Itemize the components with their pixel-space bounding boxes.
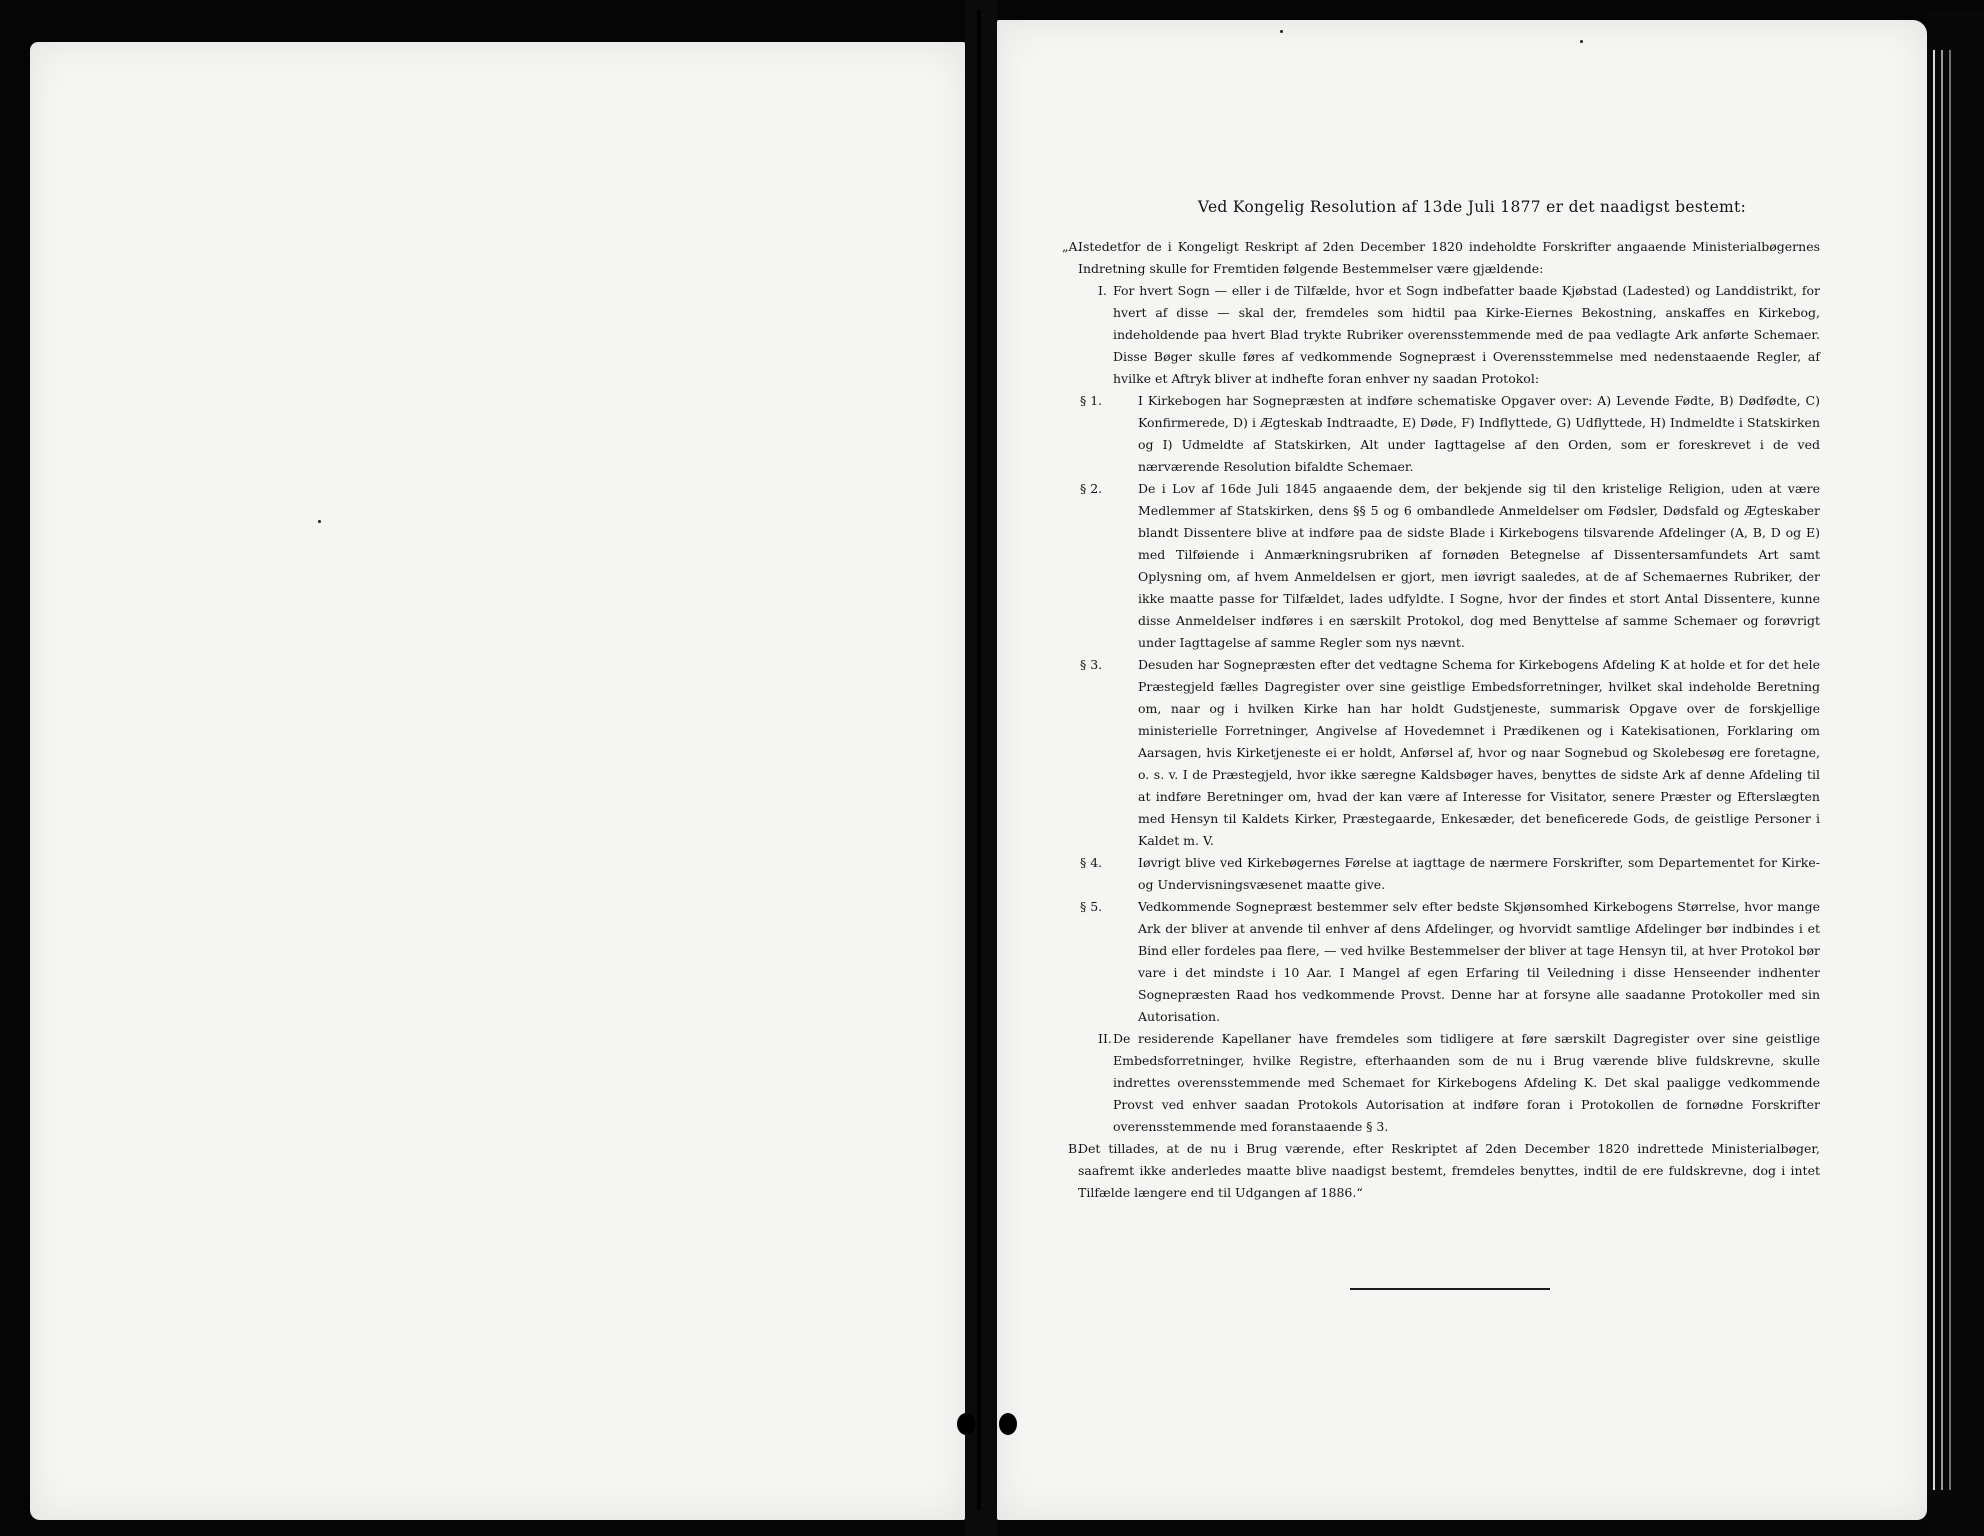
section-text: Vedkommende Sognepræst bestemmer selv efter bedste Skjønsomhed Kirkebogens Størrelse, hvor mange Ark der bliver at anvende til enhver af dens Afdelinger, og hvorvidt samtlige Afdelinger bør indbindes i et Bind eller fordeles paa flere, — ved hvilke Bestemmelser der bliver at tage Hensyn til, at hver Protokol bør vare i det mindste i 10 Aar. I Mangel af egen Erfaring til Veiledning i disse Henseender indhenter Sognepræsten Raad hos vedkommende Provst. Denne har at forsyne alle saadanne Protokoller med sin Autorisation. — [1138, 899, 1820, 1024]
section-text: De residerende Kapellaner have fremdeles som tidligere at føre særskilt Dagregister over sine geistlige Embedsforretninger, hvilke Registre, efterhaanden som de nu i Brug værende blive fuldskrevne, skulle indrettes overensstemmende med Schemaet for Kirkebogens Afdeling K. Det skal paaligge vedkommende Provst ved enhver saadan Protokols Autorisation at indføre foran i Protokollen de fornødne Forskrifter overensstemmende med foranstaaende § 3. — [1113, 1031, 1820, 1134]
section-paragraph — [1078, 390, 1820, 478]
ink-speck — [1580, 40, 1583, 43]
section-label: I. — [1098, 283, 1107, 298]
left-page — [30, 42, 965, 1520]
page-edges — [1927, 10, 1984, 1536]
page-edge-line — [1941, 50, 1943, 1490]
section-paragraph — [1078, 280, 1820, 390]
section-paragraph — [1078, 896, 1820, 1028]
page-edge-line — [1949, 50, 1951, 1490]
section-label: § 3. — [1080, 657, 1103, 672]
resolution-sections — [1062, 236, 1820, 1204]
spine-line — [977, 10, 981, 1510]
closing-rule — [1350, 1288, 1550, 1290]
section-text: For hvert Sogn — eller i de Tilfælde, hvor et Sogn indbefatter baade Kjøbstad (Ladested) og Landdistrikt, for hvert af disse — skal der, fremdeles som hidtil paa Kirke-Eiernes Bekostning, anskaffes en Kirkebog, indeholdende paa hvert Blad trykte Rubriker overensstemmende med de paa vedlagte Ark anførte Schemaer. Disse Bøger skulle føres af vedkommende Sognepræst i Overensstemmelse med nedenstaaende Regler, af hvilke et Aftryk bliver at indhefte foran enhver ny saadan Protokol: — [1113, 283, 1820, 386]
section-label: § 2. — [1080, 481, 1103, 496]
section-text: De i Lov af 16de Juli 1845 angaaende dem, der bekjende sig til den kristelige Religion, uden at være Medlemmer af Statskirken, dens §§ 5 og 6 ombandlede Anmeldelser om Fødsler, Dødsfald og Ægteskaber blandt Dissentere blive at indføre paa de sidste Blade i Kirkebogens tilsvarende Afdelinger (A, B, D og E) med Tilføiende i Anmærkningsrubriken af fornøden Betegnelse af Dissentersamfundets Art samt Oplysning om, af hvem Anmeldelsen er gjort, men iøvrigt saaledes, at de af Schemaernes Rubriker, der ikke maatte passe for Tilfældet, lades udfyldte. I Sogne, hvor der findes et stort Antal Dissentere, kunne disse Anmeldelser indføres i en særskilt Protokol, dog med Benyttelse af samme Schemaer og forøvrigt under Iagttagelse af samme Regler som nys nævnt. — [1138, 481, 1820, 650]
section-paragraph — [1078, 852, 1820, 896]
section-label: B. — [1068, 1141, 1082, 1156]
section-text: Istedetfor de i Kongeligt Reskript af 2den December 1820 indeholdte Forskrifter angaaende Ministerialbøgernes Indretning skulle for Fremtiden følgende Bestemmelser være gjældende: — [1078, 239, 1820, 276]
section-text: Desuden har Sognepræsten efter det vedtagne Schema for Kirkebogens Afdeling K at holde et for det hele Præstegjeld fælles Dagregister over sine geistlige Embedsforretninger, hvilket skal indeholde Beretning om, naar og i hvilken Kirke han har holdt Gudstjeneste, summarisk Opgave over de forskjellige ministerielle Forretninger, Angivelse af Hovedemnet i Prædikenen og i Katekisationen, Forklaring om Aarsagen, hvis Kirketjeneste ei er holdt, Anførsel af, hvor og naar Sognebud og Skolebesøg ere foretagne, o. s. v. I de Præstegjeld, hvor ikke særegne Kaldsbøger haves, benyttes de sidste Ark af denne Afdeling til at indføre Beretninger om, hvad der kan være af Interesse for Visitator, senere Præster og Efterslægten med Hensyn til Kaldets Kirker, Præstegaarde, Enkesæder, det beneficerede Gods, de geistlige Personer i Kaldet m. V. — [1138, 657, 1820, 848]
book-gutter — [965, 0, 997, 1536]
section-label: II. — [1098, 1031, 1112, 1046]
ink-speck — [318, 520, 321, 523]
section-label: § 4. — [1080, 855, 1103, 870]
section-paragraph — [1078, 654, 1820, 852]
document-text — [1062, 196, 1820, 1204]
section-paragraph — [1062, 236, 1820, 280]
section-paragraph — [1078, 478, 1820, 654]
binding-hole — [957, 1413, 975, 1435]
binding-hole — [999, 1413, 1017, 1435]
section-label: § 1. — [1080, 393, 1103, 408]
section-text: I Kirkebogen har Sognepræsten at indføre schematiske Opgaver over: A) Levende Fødte, B) Dødfødte, C) Konfirmerede, D) i Ægteskab Indtraadte, E) Døde, F) Indflyttede, G) Udflyttede, H) Indmeldte i Statskirken og I) Udmeldte af Statskirken, Alt under Iagttagelse af den Orden, som er foreskrevet i de ved nærværende Resolution bifaldte Schemaer. — [1138, 393, 1820, 474]
section-label: § 5. — [1080, 899, 1103, 914]
section-paragraph — [1078, 1028, 1820, 1138]
ink-speck — [1280, 30, 1283, 33]
section-label: „A. — [1062, 239, 1082, 254]
section-text: Iøvrigt blive ved Kirkebøgernes Førelse at iagttage de nærmere Forskrifter, som Departementet for Kirke- og Undervisningsvæsenet maatte give. — [1138, 855, 1820, 892]
resolution-heading: Ved Kongelig Resolution af 13de Juli 1877 er det naadigst bestemt: — [1197, 198, 1747, 216]
section-paragraph — [1068, 1138, 1820, 1204]
page-edge-line — [1933, 50, 1935, 1490]
section-text: Det tillades, at de nu i Brug værende, efter Reskriptet af 2den December 1820 indrettede Ministerialbøger, saafremt ikke anderledes maatte blive naadigst bestemt, fremdeles benyttes, indtil de ere fuldskrevne, dog i intet Tilfælde længere end til Udgangen af 1886.“ — [1078, 1141, 1820, 1200]
